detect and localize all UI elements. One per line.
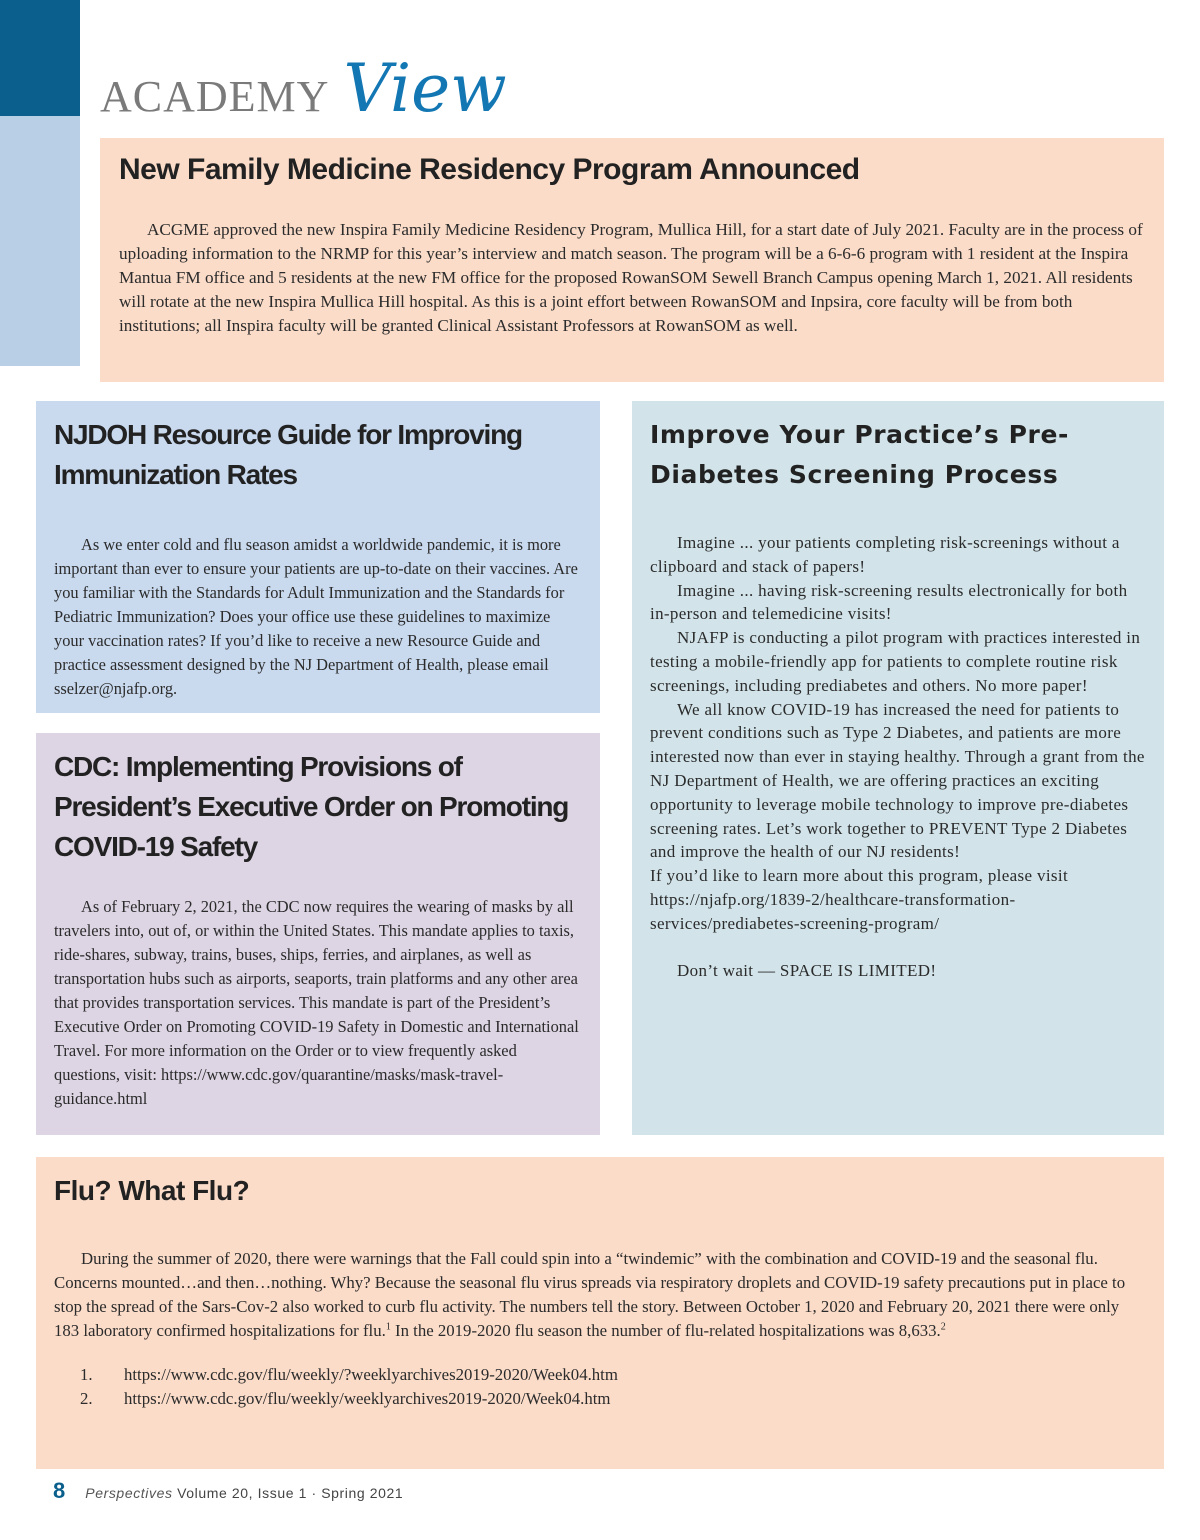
- cdc-title: CDC: Implementing Provisions of President’s Executive Order on Promoting COVID-19 Safety: [54, 751, 569, 862]
- footnote-ref-2: 2: [940, 1321, 946, 1333]
- flu-article: [36, 1157, 1164, 1469]
- corner-accent-light: [0, 116, 80, 366]
- reference-number: 2.: [80, 1389, 93, 1408]
- cdc-body: As of February 2, 2021, the CDC now requires the wearing of masks by all travelers into, out of, or within the United States. This mandate applies to taxis, ride-shares, subway, trains, buses, ships, ferries, and airplanes, as well as transportation hubs such as airports, seaports, train platforms and any other area that provides transportation services. This mandate is part of the President’s Executive Order on Promoting COVID-19 Safety in Domestic and International Travel. For more information on the Order or to view frequently asked questions, visit: https://www.cdc.gov/quarantine/masks/mask-travel-guidance.html: [54, 897, 579, 1108]
- page-footer: [53, 1478, 403, 1504]
- flu-body: [54, 1247, 1144, 1343]
- prediabetes-cta: Don’t wait — SPACE IS LIMITED!: [677, 961, 937, 981]
- masthead-view: View: [343, 50, 507, 127]
- prediabetes-paragraph: If you’d like to learn more about this program, please visit https://njafp.org/1839-2/healthcare-transformation-services/prediabetes-screening-program/: [650, 866, 1069, 933]
- masthead: [100, 50, 507, 130]
- njdoh-title: NJDOH Resource Guide for Improving Immunization Rates: [54, 419, 522, 490]
- paragraph-spacer: [650, 936, 1150, 960]
- prediabetes-title: Improve Your Practice’s Pre-Diabetes Screening Process: [650, 420, 1070, 489]
- flu-body-text: During the summer of 2020, there were warnings that the Fall could spin into a “twindemic” with the combination and COVID-19 and the seasonal flu. Concerns mounted…and then…nothing. Why? Because the seasonal flu virus spreads via respiratory droplets and COVID-19 safety precautions put in place to stop the spread of the Sars-Cov-2 also worked to curb flu activity. The numbers tell the story. Between October 1, 2020 and February 20, 2021 there were only 183 laboratory confirmed hospitalizations for flu.: [54, 1249, 1126, 1340]
- prediabetes-paragraph: Imagine ... your patients completing risk-screenings without a clipboard and stack of papers!: [650, 533, 1120, 576]
- reference-item: [54, 1363, 1144, 1387]
- prediabetes-paragraph: Imagine ... having risk-screening results electronically for both in-person and telemedicine visits!: [650, 580, 1128, 624]
- prediabetes-article: [632, 401, 1164, 1135]
- footnote-ref-1: 1: [385, 1321, 391, 1333]
- cdc-article: [36, 733, 600, 1135]
- reference-link[interactable]: https://www.cdc.gov/flu/weekly/weeklyarchives2019-2020/Week04.htm: [124, 1389, 611, 1408]
- prediabetes-paragraph: We all know COVID-19 has increased the need for patients to prevent conditions such as Type 2 Diabetes, and patients are more interested now than ever in staying healthy. Through a grant from the NJ Department of Health, we are offering practices an exciting opportunity to leverage mobile technology to improve pre-diabetes screening rates. Let’s work together to PREVENT Type 2 Diabetes and improve the health of our NJ residents!: [650, 699, 1145, 862]
- flu-body-text: In the 2019-2020 flu season the number of flu-related hospitalizations was 8,633.: [390, 1321, 941, 1340]
- masthead-academy: ACADEMY: [100, 72, 330, 121]
- prediabetes-paragraph: NJAFP is conducting a pilot program with practices interested in testing a mobile-friendly app for patients to complete routine risk screenings, including prediabetes and others. No more paper!: [650, 628, 1141, 695]
- flu-references: [54, 1363, 1144, 1411]
- reference-link[interactable]: https://www.cdc.gov/flu/weekly/?weeklyarchives2019-2020/Week04.htm: [124, 1365, 618, 1384]
- njdoh-article: [36, 401, 600, 713]
- corner-accent-dark: [0, 0, 80, 116]
- prediabetes-body: [650, 531, 1150, 983]
- flu-title: Flu? What Flu?: [54, 1175, 250, 1206]
- page-number: 8: [53, 1478, 66, 1503]
- issue-info: Volume 20, Issue 1 · Spring 2021: [172, 1485, 404, 1501]
- publication-name: Perspectives: [85, 1485, 173, 1501]
- residency-body: ACGME approved the new Inspira Family Medicine Residency Program, Mullica Hill, for a start date of July 2021. Faculty are in the process of uploading information to the NRMP for this year’s interview and match season. The program will be a 6-6-6 program with 1 resident at the Inspira Mantua FM office and 5 residents at the new FM office for the proposed RowanSOM Sewell Branch Campus opening March 1, 2021. All residents will rotate at the new Inspira Mullica Hill hospital. As this is a joint effort between RowanSOM and Inpsira, core faculty will be from both institutions; all Inspira faculty will be granted Clinical Assistant Professors at RowanSOM as well.: [119, 220, 1143, 335]
- residency-title: New Family Medicine Residency Program Announced: [119, 153, 860, 186]
- njdoh-body: As we enter cold and flu season amidst a worldwide pandemic, it is more important than ever to ensure your patients are up-to-date on their vaccines. Are you familiar with the Standards for Adult Immunization and the Standards for Pediatric Immunization? Does your office use these guidelines to maximize your vaccination rates? If you’d like to receive a new Resource Guide and practice assessment designed by the NJ Department of Health, please email sselzer@njafp.org.: [54, 535, 578, 698]
- residency-article: [100, 138, 1164, 382]
- reference-item: [54, 1387, 1144, 1411]
- reference-number: 1.: [80, 1365, 93, 1384]
